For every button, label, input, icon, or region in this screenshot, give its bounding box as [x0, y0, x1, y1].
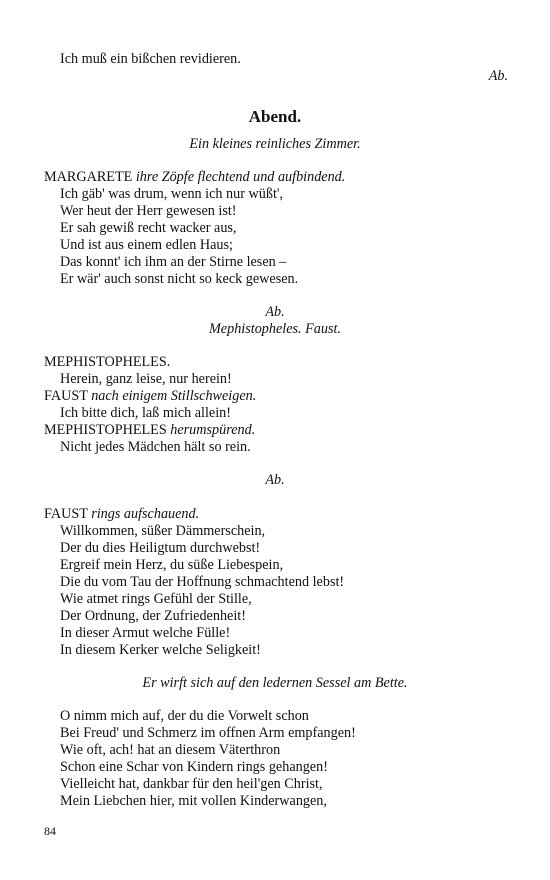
speaker-name: FAUST: [44, 506, 88, 522]
verse-line: Ich muß ein bißchen revidieren.: [60, 51, 241, 67]
stage-direction: herumspürend.: [170, 422, 256, 438]
speaker-name: MARGARETE: [44, 169, 133, 185]
speaker-name: MEPHISTOPHELES: [44, 422, 167, 438]
stage-direction: rings aufschauend.: [91, 506, 200, 522]
verse-line: Wer heut der Herr gewesen ist!: [60, 203, 237, 219]
speaker-line-mephistopheles: [44, 422, 255, 439]
stage-direction: nach einigem Stillschweigen.: [91, 388, 257, 404]
stage-direction: ihre Zöpfe flechtend und aufbindend.: [135, 169, 346, 185]
verse-line: Die du vom Tau der Hoffnung schmachtend lebst!: [60, 574, 345, 590]
verse-line: Er sah gewiß recht wacker aus,: [60, 220, 237, 236]
verse-line: Der Ordnung, der Zufriedenheit!: [60, 608, 246, 624]
verse-line: In diesem Kerker welche Seligkeit!: [60, 642, 261, 658]
speaker-line-faust: [44, 388, 256, 405]
stage-direction-exit: Ab.: [265, 472, 285, 488]
verse-line: Willkommen, süßer Dämmerschein,: [60, 523, 266, 539]
verse-line: Mein Liebchen hier, mit vollen Kinderwangen,: [60, 793, 327, 809]
verse-line: Das konnt' ich ihm an der Stirne lesen –: [60, 254, 287, 270]
stage-direction-exit: Ab.: [265, 304, 285, 320]
stage-direction-exit: Ab.: [488, 68, 508, 84]
verse-line: Ergreif mein Herz, du süße Liebespein,: [60, 557, 284, 573]
speaker-line-margarete: [44, 169, 345, 186]
stage-direction: Er wirft sich auf den ledernen Sessel am Bette.: [142, 675, 408, 691]
verse-line: Wie atmet rings Gefühl der Stille,: [60, 591, 252, 607]
verse-line: Vielleicht hat, dankbar für den heil'gen Christ,: [60, 776, 323, 792]
verse-line: Ich gäb' was drum, wenn ich nur wüßt',: [60, 186, 283, 202]
verse-line: O nimm mich auf, der du die Vorwelt schon: [60, 708, 309, 724]
speaker-name: MEPHISTOPHELES.: [44, 354, 171, 370]
verse-line: Wie oft, ach! hat an diesem Väterthron: [60, 742, 281, 758]
speaker-line-faust: [44, 506, 199, 523]
verse-line: In dieser Armut welche Fülle!: [60, 625, 231, 641]
scene-setting: Ein kleines reinliches Zimmer.: [189, 136, 361, 152]
scene-title: Abend.: [248, 107, 302, 126]
verse-line: Und ist aus einem edlen Haus;: [60, 237, 233, 253]
speaker-name: FAUST: [44, 388, 88, 404]
verse-line: Bei Freud' und Schmerz im offnen Arm empfangen!: [60, 725, 356, 741]
verse-line: Herein, ganz leise, nur herein!: [60, 371, 232, 387]
verse-line: Der du dies Heiligtum durchwebst!: [60, 540, 261, 556]
stage-direction-entrance: Mephistopheles. Faust.: [208, 321, 341, 337]
verse-line: Nicht jedes Mädchen hält so rein.: [60, 439, 251, 455]
verse-line: Ich bitte dich, laß mich allein!: [60, 405, 231, 421]
verse-line: Er wär' auch sonst nicht so keck gewesen.: [60, 271, 299, 287]
page-number: 84: [44, 824, 56, 838]
verse-line: Schon eine Schar von Kindern rings gehangen!: [60, 759, 328, 775]
